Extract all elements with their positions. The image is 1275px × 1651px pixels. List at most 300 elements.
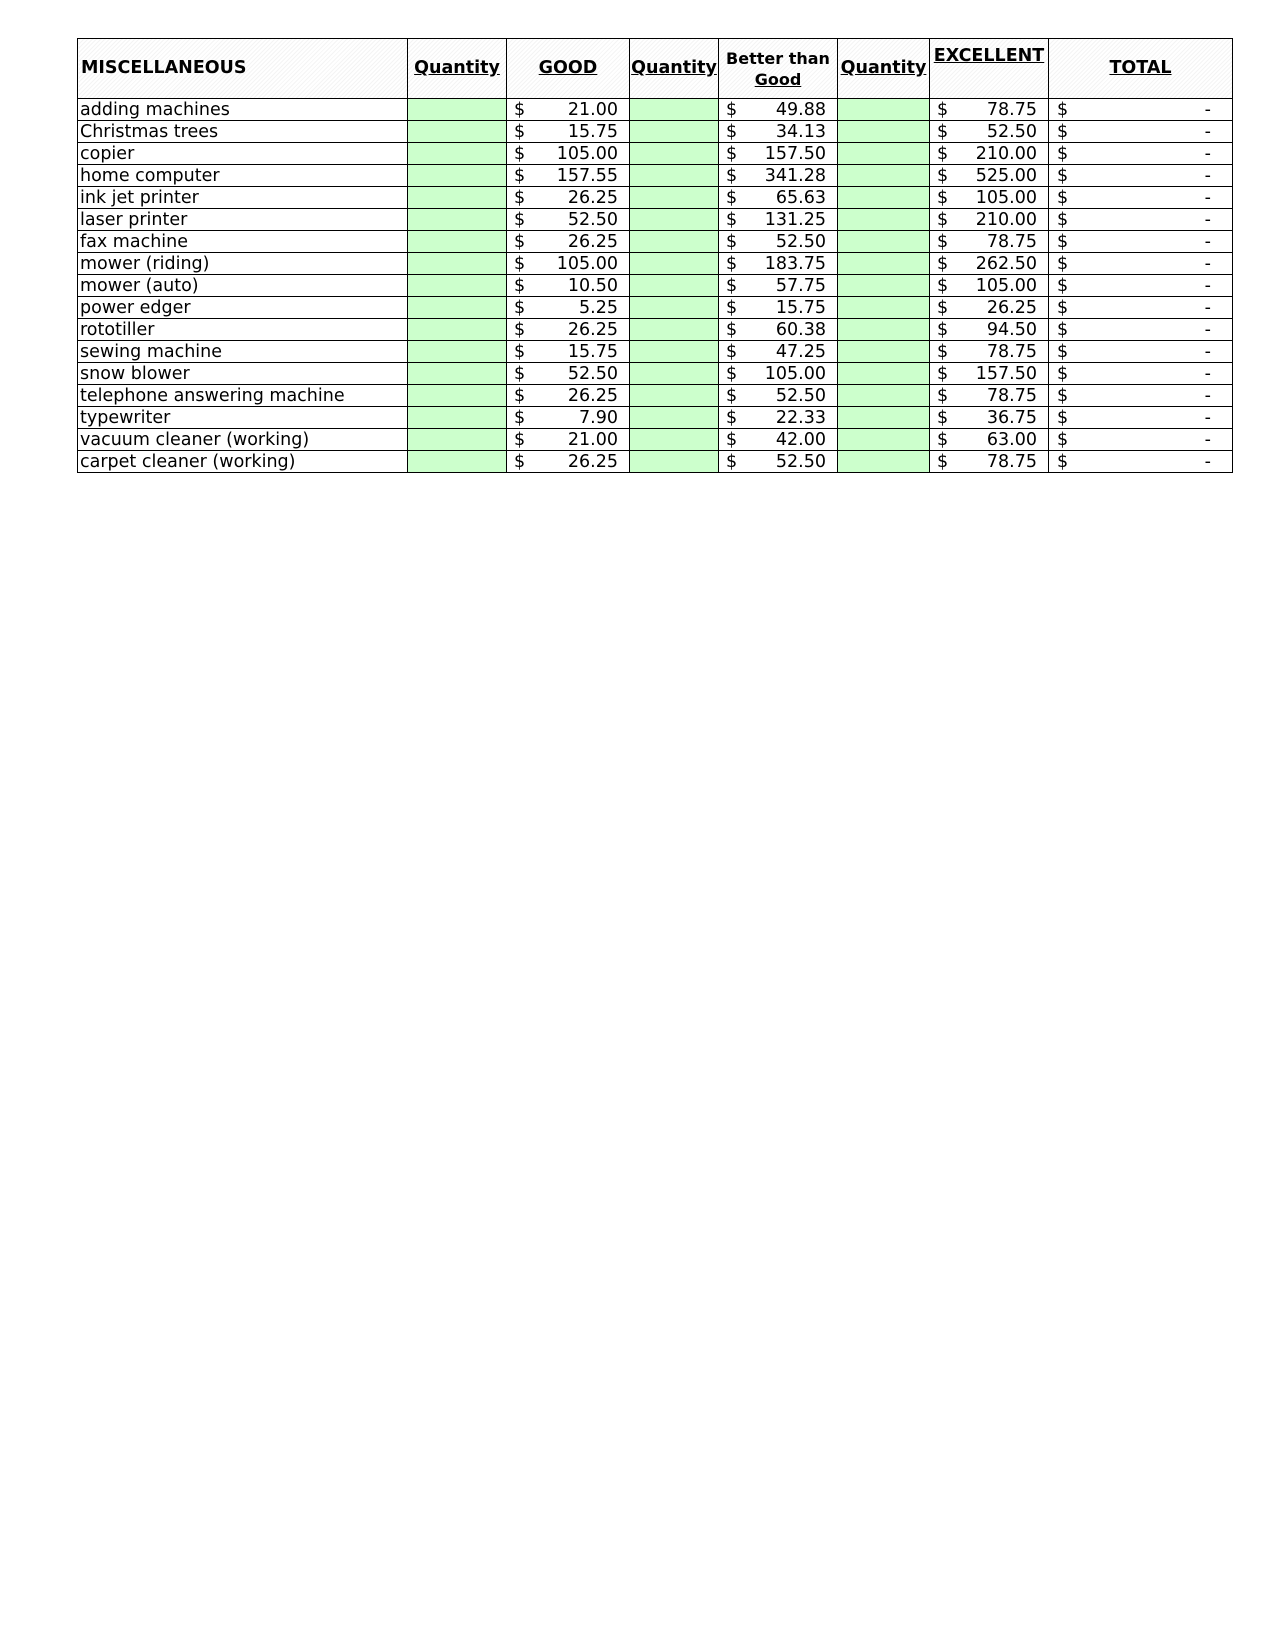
currency-symbol: $ xyxy=(726,121,738,142)
better-price-content xyxy=(719,342,837,362)
row-total-value: - xyxy=(1204,143,1211,164)
currency-symbol: $ xyxy=(726,143,738,164)
header-quantity-good xyxy=(408,39,507,99)
row-total-value: - xyxy=(1204,275,1211,296)
better-price-content xyxy=(719,188,837,208)
good-price xyxy=(507,385,630,407)
excellent-price-value: 78.75 xyxy=(986,99,1037,120)
quantity-better-input[interactable] xyxy=(630,429,719,451)
quantity-excellent-input[interactable] xyxy=(838,385,930,407)
row-total-value: - xyxy=(1204,429,1211,450)
currency-symbol: $ xyxy=(514,341,526,362)
header-quantity-good-label: Quantity xyxy=(414,58,500,78)
row-total-content xyxy=(1049,210,1232,230)
row-total xyxy=(1049,99,1233,121)
excellent-price xyxy=(930,407,1049,429)
excellent-price-value: 525.00 xyxy=(975,165,1037,186)
row-total xyxy=(1049,407,1233,429)
currency-symbol: $ xyxy=(514,385,526,406)
row-total-content xyxy=(1049,298,1232,318)
currency-symbol: $ xyxy=(726,165,738,186)
currency-symbol: $ xyxy=(937,99,949,120)
currency-symbol: $ xyxy=(514,209,526,230)
quantity-excellent-input[interactable] xyxy=(838,451,930,473)
currency-symbol: $ xyxy=(726,253,738,274)
good-price xyxy=(507,297,630,319)
better-price-value: 49.88 xyxy=(775,99,826,120)
currency-symbol: $ xyxy=(726,341,738,362)
good-price-content xyxy=(507,210,629,230)
good-price xyxy=(507,451,630,473)
row-total-content xyxy=(1049,408,1232,428)
currency-symbol: $ xyxy=(1057,407,1069,428)
better-price-value: 34.13 xyxy=(775,121,826,142)
good-price-content xyxy=(507,364,629,384)
quantity-better-input[interactable] xyxy=(630,275,719,297)
currency-symbol: $ xyxy=(1057,187,1069,208)
better-price-content xyxy=(719,100,837,120)
better-price xyxy=(719,297,838,319)
table-row xyxy=(78,297,1233,319)
quantity-excellent-input[interactable] xyxy=(838,297,930,319)
header-quantity-excellent-label: Quantity xyxy=(840,58,927,78)
table-row xyxy=(78,429,1233,451)
currency-symbol: $ xyxy=(937,429,949,450)
excellent-price xyxy=(930,275,1049,297)
row-total xyxy=(1049,297,1233,319)
good-price-value: 26.25 xyxy=(567,385,618,406)
quantity-good-input[interactable] xyxy=(408,187,507,209)
excellent-price-content xyxy=(930,342,1048,362)
row-total-content xyxy=(1049,100,1232,120)
row-total xyxy=(1049,341,1233,363)
excellent-price xyxy=(930,297,1049,319)
better-price-content xyxy=(719,122,837,142)
item-name: fax machine xyxy=(78,231,408,253)
row-total-content xyxy=(1049,364,1232,384)
currency-symbol: $ xyxy=(514,231,526,252)
row-total-value: - xyxy=(1204,451,1211,472)
table-row xyxy=(78,385,1233,407)
quantity-good-input[interactable] xyxy=(408,275,507,297)
excellent-price-value: 105.00 xyxy=(975,275,1037,296)
good-price-value: 26.25 xyxy=(567,187,618,208)
row-total-value: - xyxy=(1204,385,1211,406)
quantity-good-input[interactable] xyxy=(408,253,507,275)
better-price-value: 22.33 xyxy=(775,407,826,428)
good-price-value: 105.00 xyxy=(556,143,618,164)
excellent-price-value: 78.75 xyxy=(986,341,1037,362)
currency-symbol: $ xyxy=(514,99,526,120)
excellent-price-value: 157.50 xyxy=(975,363,1037,384)
good-price-value: 157.55 xyxy=(556,165,618,186)
currency-symbol: $ xyxy=(937,143,949,164)
header-category: MISCELLANEOUS xyxy=(78,39,408,99)
row-total xyxy=(1049,209,1233,231)
better-price xyxy=(719,209,838,231)
row-total xyxy=(1049,121,1233,143)
currency-symbol: $ xyxy=(1057,385,1069,406)
currency-symbol: $ xyxy=(514,429,526,450)
quantity-good-input[interactable] xyxy=(408,143,507,165)
good-price-content xyxy=(507,342,629,362)
item-name: copier xyxy=(78,143,408,165)
better-price-value: 42.00 xyxy=(775,429,826,450)
quantity-better-input[interactable] xyxy=(630,319,719,341)
good-price xyxy=(507,341,630,363)
currency-symbol: $ xyxy=(937,385,949,406)
good-price xyxy=(507,231,630,253)
quantity-good-input[interactable] xyxy=(408,407,507,429)
quantity-excellent-input[interactable] xyxy=(838,143,930,165)
quantity-excellent-input[interactable] xyxy=(838,341,930,363)
table-row xyxy=(78,121,1233,143)
item-name: ink jet printer xyxy=(78,187,408,209)
quantity-better-input[interactable] xyxy=(630,165,719,187)
row-total-content xyxy=(1049,320,1232,340)
better-price-value: 52.50 xyxy=(775,385,826,406)
currency-symbol: $ xyxy=(514,451,526,472)
header-row xyxy=(78,39,1233,99)
excellent-price xyxy=(930,99,1049,121)
excellent-price xyxy=(930,231,1049,253)
table-row xyxy=(78,99,1233,121)
better-price xyxy=(719,165,838,187)
good-price xyxy=(507,275,630,297)
excellent-price xyxy=(930,429,1049,451)
row-total-value: - xyxy=(1204,341,1211,362)
quantity-good-input[interactable] xyxy=(408,297,507,319)
currency-symbol: $ xyxy=(937,231,949,252)
excellent-price-content xyxy=(930,364,1048,384)
quantity-excellent-input[interactable] xyxy=(838,99,930,121)
currency-symbol: $ xyxy=(726,209,738,230)
row-total-value: - xyxy=(1204,209,1211,230)
quantity-better-input[interactable] xyxy=(630,231,719,253)
excellent-price-content xyxy=(930,430,1048,450)
row-total-value: - xyxy=(1204,407,1211,428)
quantity-good-input[interactable] xyxy=(408,341,507,363)
good-price-content xyxy=(507,298,629,318)
currency-symbol: $ xyxy=(937,297,949,318)
good-price xyxy=(507,429,630,451)
row-total-content xyxy=(1049,430,1232,450)
better-price-content xyxy=(719,144,837,164)
currency-symbol: $ xyxy=(514,143,526,164)
currency-symbol: $ xyxy=(937,341,949,362)
currency-symbol: $ xyxy=(726,99,738,120)
item-name: home computer xyxy=(78,165,408,187)
quantity-good-input[interactable] xyxy=(408,231,507,253)
currency-symbol: $ xyxy=(726,407,738,428)
table-row xyxy=(78,275,1233,297)
currency-symbol: $ xyxy=(1057,121,1069,142)
good-price-content xyxy=(507,386,629,406)
row-total xyxy=(1049,275,1233,297)
good-price-content xyxy=(507,122,629,142)
quantity-excellent-input[interactable] xyxy=(838,165,930,187)
header-good-label: GOOD xyxy=(538,58,598,78)
table-row xyxy=(78,253,1233,275)
better-price xyxy=(719,231,838,253)
excellent-price-content xyxy=(930,452,1048,472)
better-price xyxy=(719,319,838,341)
good-price xyxy=(507,253,630,275)
excellent-price-value: 94.50 xyxy=(986,319,1037,340)
currency-symbol: $ xyxy=(937,209,949,230)
quantity-good-input[interactable] xyxy=(408,451,507,473)
currency-symbol: $ xyxy=(726,297,738,318)
row-total-value: - xyxy=(1204,187,1211,208)
excellent-price-content xyxy=(930,122,1048,142)
excellent-price-content xyxy=(930,276,1048,296)
item-name: adding machines xyxy=(78,99,408,121)
excellent-price-content xyxy=(930,100,1048,120)
excellent-price-content xyxy=(930,408,1048,428)
table-row xyxy=(78,231,1233,253)
table-body xyxy=(78,99,1233,473)
quantity-better-input[interactable] xyxy=(630,187,719,209)
good-price-value: 7.90 xyxy=(579,407,618,428)
header-better-than-good xyxy=(719,39,838,99)
quantity-excellent-input[interactable] xyxy=(838,209,930,231)
excellent-price xyxy=(930,209,1049,231)
currency-symbol: $ xyxy=(514,253,526,274)
better-price-value: 47.25 xyxy=(775,341,826,362)
header-quantity-excellent xyxy=(838,39,930,99)
currency-symbol: $ xyxy=(1057,341,1069,362)
better-price-value: 15.75 xyxy=(775,297,826,318)
better-price xyxy=(719,121,838,143)
good-price xyxy=(507,209,630,231)
currency-symbol: $ xyxy=(1057,99,1069,120)
excellent-price xyxy=(930,385,1049,407)
currency-symbol: $ xyxy=(937,407,949,428)
row-total-value: - xyxy=(1204,363,1211,384)
item-name: mower (auto) xyxy=(78,275,408,297)
better-price xyxy=(719,253,838,275)
currency-symbol: $ xyxy=(1057,451,1069,472)
excellent-price-value: 105.00 xyxy=(975,187,1037,208)
currency-symbol: $ xyxy=(726,363,738,384)
currency-symbol: $ xyxy=(726,275,738,296)
better-price-content xyxy=(719,232,837,252)
quantity-better-input[interactable] xyxy=(630,363,719,385)
better-price-value: 183.75 xyxy=(764,253,826,274)
header-quantity-better xyxy=(630,39,719,99)
table-row xyxy=(78,341,1233,363)
quantity-better-input[interactable] xyxy=(630,297,719,319)
excellent-price-content xyxy=(930,144,1048,164)
quantity-excellent-input[interactable] xyxy=(838,319,930,341)
excellent-price-value: 262.50 xyxy=(975,253,1037,274)
quantity-good-input[interactable] xyxy=(408,121,507,143)
better-price xyxy=(719,99,838,121)
item-name: sewing machine xyxy=(78,341,408,363)
currency-symbol: $ xyxy=(937,319,949,340)
good-price-content xyxy=(507,144,629,164)
better-price-content xyxy=(719,166,837,186)
row-total-content xyxy=(1049,342,1232,362)
better-price xyxy=(719,363,838,385)
row-total-content xyxy=(1049,452,1232,472)
excellent-price-content xyxy=(930,232,1048,252)
quantity-excellent-input[interactable] xyxy=(838,407,930,429)
excellent-price xyxy=(930,341,1049,363)
quantity-excellent-input[interactable] xyxy=(838,363,930,385)
currency-symbol: $ xyxy=(514,363,526,384)
quantity-better-input[interactable] xyxy=(630,99,719,121)
quantity-good-input[interactable] xyxy=(408,209,507,231)
good-price-value: 105.00 xyxy=(556,253,618,274)
excellent-price-value: 63.00 xyxy=(986,429,1037,450)
better-price-content xyxy=(719,408,837,428)
good-price xyxy=(507,165,630,187)
better-price-value: 52.50 xyxy=(775,231,826,252)
quantity-better-input[interactable] xyxy=(630,143,719,165)
row-total xyxy=(1049,231,1233,253)
row-total-value: - xyxy=(1204,165,1211,186)
quantity-excellent-input[interactable] xyxy=(838,121,930,143)
currency-symbol: $ xyxy=(726,231,738,252)
quantity-better-input[interactable] xyxy=(630,385,719,407)
excellent-price xyxy=(930,187,1049,209)
row-total xyxy=(1049,253,1233,275)
better-price xyxy=(719,143,838,165)
quantity-excellent-input[interactable] xyxy=(838,187,930,209)
better-price-content xyxy=(719,452,837,472)
row-total-content xyxy=(1049,144,1232,164)
excellent-price-content xyxy=(930,320,1048,340)
quantity-better-input[interactable] xyxy=(630,209,719,231)
better-price-value: 65.63 xyxy=(775,187,826,208)
better-price-content xyxy=(719,364,837,384)
header-better-line1: Better than xyxy=(726,48,830,68)
table-row xyxy=(78,187,1233,209)
excellent-price-value: 78.75 xyxy=(986,451,1037,472)
table-row xyxy=(78,165,1233,187)
item-name: mower (riding) xyxy=(78,253,408,275)
excellent-price-content xyxy=(930,386,1048,406)
currency-symbol: $ xyxy=(1057,297,1069,318)
good-price-content xyxy=(507,188,629,208)
quantity-excellent-input[interactable] xyxy=(838,429,930,451)
header-total-label: TOTAL xyxy=(1109,58,1172,78)
good-price-content xyxy=(507,232,629,252)
table-row xyxy=(78,319,1233,341)
table-row xyxy=(78,143,1233,165)
better-price-value: 157.50 xyxy=(764,143,826,164)
currency-symbol: $ xyxy=(937,121,949,142)
header-good xyxy=(507,39,630,99)
good-price-value: 15.75 xyxy=(567,341,618,362)
excellent-price xyxy=(930,319,1049,341)
currency-symbol: $ xyxy=(514,165,526,186)
quantity-better-input[interactable] xyxy=(630,341,719,363)
row-total-value: - xyxy=(1204,99,1211,120)
currency-symbol: $ xyxy=(1057,319,1069,340)
header-excellent-label: EXCELLENT xyxy=(933,46,1045,66)
good-price-value: 52.50 xyxy=(567,363,618,384)
better-price xyxy=(719,429,838,451)
good-price xyxy=(507,363,630,385)
quantity-better-input[interactable] xyxy=(630,407,719,429)
currency-symbol: $ xyxy=(937,165,949,186)
row-total-value: - xyxy=(1204,319,1211,340)
row-total-value: - xyxy=(1204,121,1211,142)
currency-symbol: $ xyxy=(1057,253,1069,274)
excellent-price-value: 52.50 xyxy=(986,121,1037,142)
row-total xyxy=(1049,429,1233,451)
currency-symbol: $ xyxy=(514,297,526,318)
quantity-better-input[interactable] xyxy=(630,121,719,143)
quantity-excellent-input[interactable] xyxy=(838,275,930,297)
currency-symbol: $ xyxy=(937,451,949,472)
better-price-content xyxy=(719,276,837,296)
row-total-value: - xyxy=(1204,253,1211,274)
currency-symbol: $ xyxy=(1057,275,1069,296)
excellent-price-content xyxy=(930,254,1048,274)
good-price xyxy=(507,407,630,429)
quantity-good-input[interactable] xyxy=(408,165,507,187)
excellent-price-value: 210.00 xyxy=(975,209,1037,230)
quantity-excellent-input[interactable] xyxy=(838,253,930,275)
quantity-better-input[interactable] xyxy=(630,451,719,473)
good-price-value: 26.25 xyxy=(567,319,618,340)
excellent-price-content xyxy=(930,166,1048,186)
item-name: power edger xyxy=(78,297,408,319)
quantity-good-input[interactable] xyxy=(408,363,507,385)
better-price-value: 341.28 xyxy=(764,165,826,186)
quantity-good-input[interactable] xyxy=(408,429,507,451)
row-total-content xyxy=(1049,254,1232,274)
better-price-content xyxy=(719,386,837,406)
better-price-content xyxy=(719,210,837,230)
row-total-content xyxy=(1049,232,1232,252)
currency-symbol: $ xyxy=(726,187,738,208)
currency-symbol: $ xyxy=(514,407,526,428)
better-price xyxy=(719,275,838,297)
item-name: vacuum cleaner (working) xyxy=(78,429,408,451)
quantity-good-input[interactable] xyxy=(408,385,507,407)
currency-symbol: $ xyxy=(1057,209,1069,230)
excellent-price-value: 36.75 xyxy=(986,407,1037,428)
currency-symbol: $ xyxy=(937,187,949,208)
good-price-value: 5.25 xyxy=(579,297,618,318)
table-row xyxy=(78,209,1233,231)
row-total xyxy=(1049,363,1233,385)
better-price xyxy=(719,407,838,429)
row-total-content xyxy=(1049,276,1232,296)
quantity-better-input[interactable] xyxy=(630,253,719,275)
header-excellent xyxy=(930,39,1049,99)
quantity-excellent-input[interactable] xyxy=(838,231,930,253)
good-price-value: 26.25 xyxy=(567,231,618,252)
quantity-good-input[interactable] xyxy=(408,319,507,341)
row-total xyxy=(1049,451,1233,473)
good-price-content xyxy=(507,276,629,296)
excellent-price xyxy=(930,121,1049,143)
currency-symbol: $ xyxy=(1057,429,1069,450)
good-price xyxy=(507,319,630,341)
quantity-good-input[interactable] xyxy=(408,99,507,121)
currency-symbol: $ xyxy=(1057,363,1069,384)
currency-symbol: $ xyxy=(514,275,526,296)
better-price xyxy=(719,451,838,473)
good-price-value: 10.50 xyxy=(567,275,618,296)
item-name: carpet cleaner (working) xyxy=(78,451,408,473)
header-better-line2: Good xyxy=(754,69,802,89)
